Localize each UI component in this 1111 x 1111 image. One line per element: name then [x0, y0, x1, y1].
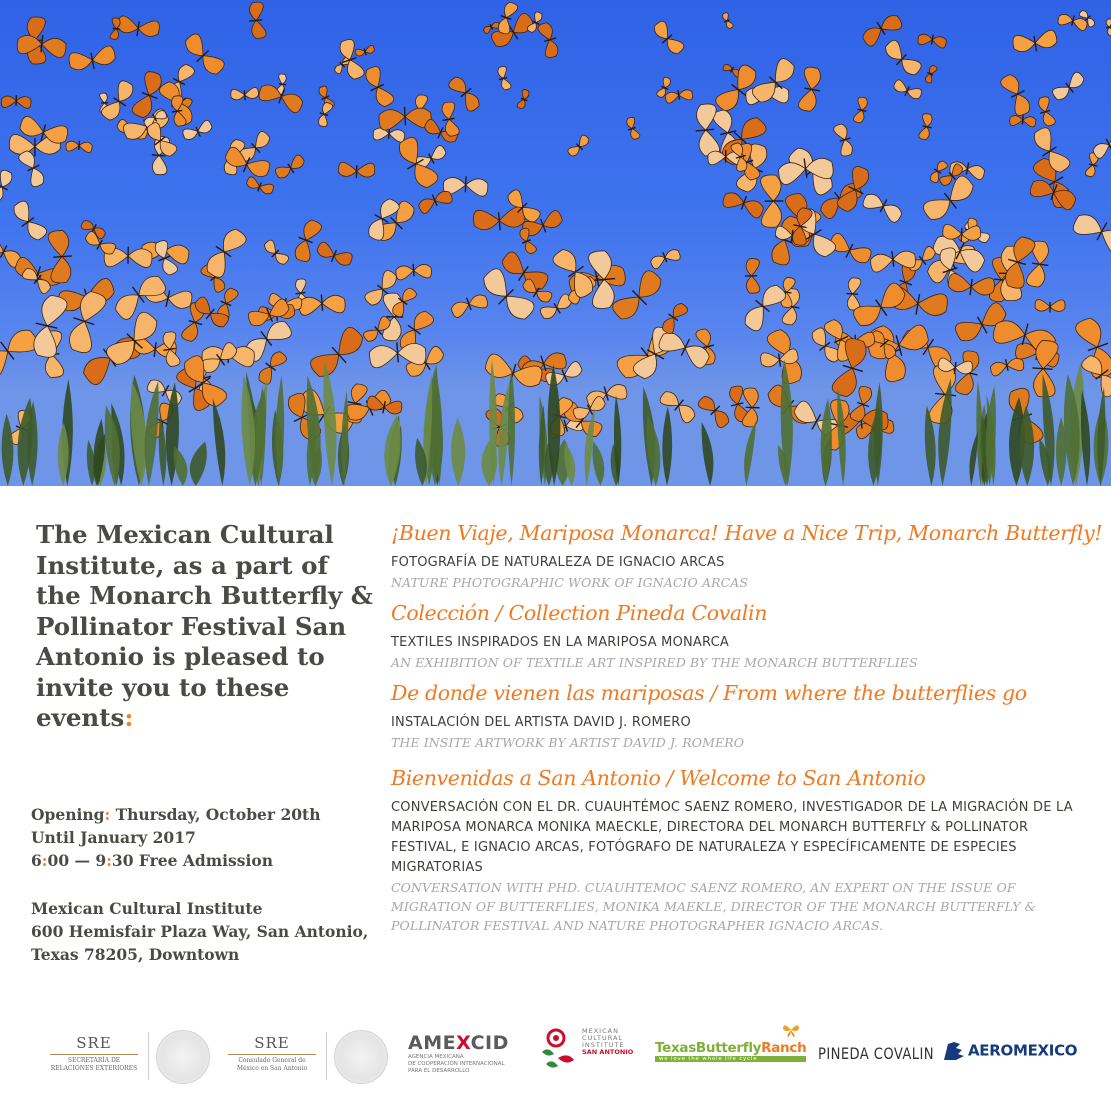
event-item: [391, 764, 1091, 935]
foliage-blade: [159, 416, 167, 486]
event-subtitle-en: CONVERSATION WITH PHD. CUAUHTEMOC SAENZ ROMERO, AN EXPERT ON THE ISSUE OF MIGRATION OF BUTTERFLIES, MONIKA MAEKLE, DIRECTOR OF THE MONARCH BUTTERFLY & POLLINATOR FESTIVAL AND NATURE PHOTOGRAPHER IGNACIO ARCAS.: [391, 880, 1036, 933]
opening-line: [31, 803, 376, 826]
foliage-blade: [969, 431, 978, 486]
butterfly: [274, 154, 307, 182]
mci-wordmark: [582, 1028, 633, 1056]
event-subtitle-es: TEXTILES INSPIRADOS EN LA MARIPOSA MONARCA: [391, 635, 729, 650]
butterfly: [649, 247, 682, 270]
butterfly: [658, 388, 698, 425]
event-title: Colección / Collection Pineda Covalin: [391, 601, 768, 625]
time-start-hour: 6: [31, 851, 42, 870]
butterfly: [17, 149, 47, 189]
monarch-butterflies-illustration: [0, 0, 1111, 486]
butterfly: [315, 241, 354, 269]
opening-date: Thursday, October 20th: [110, 805, 321, 824]
sre-logo-text: SRE: [76, 1034, 112, 1052]
consulate-logo-line2: México en San Antonio: [236, 1064, 308, 1072]
butterfly: [721, 12, 734, 29]
butterfly: [881, 38, 923, 79]
foliage-blade: [744, 421, 756, 486]
butterfly: [395, 263, 431, 281]
invitation-heading: [36, 520, 376, 734]
invitation-colon: :: [124, 703, 134, 732]
mci-line2: CULTURAL: [582, 1034, 624, 1042]
butterfly: [316, 101, 333, 127]
butterfly: [1035, 299, 1065, 312]
butterfly: [1009, 114, 1036, 127]
tbr-tagline: we love the whole life cycle: [655, 1056, 806, 1062]
tbr-part-a: TexasButterfly: [655, 1040, 762, 1056]
consulate-logo-line1: Consulado General de: [238, 1057, 306, 1064]
tbr-wordmark: [655, 1040, 806, 1056]
mexico-seal-icon: [334, 1030, 388, 1084]
opening-label: Opening: [31, 805, 105, 824]
butterfly: [104, 309, 163, 370]
butterfly: [659, 301, 689, 336]
foliage-blade: [174, 446, 188, 486]
sre-logo: [50, 1034, 138, 1072]
sre-logo-line2: RELACIONES EXTERIORES: [50, 1064, 138, 1072]
butterfly: [924, 64, 938, 83]
event-title: De donde vienen las mariposas / From where the butterflies go: [391, 681, 1027, 705]
mexican-cultural-institute-logo: [538, 1028, 578, 1076]
mci-emblem-icon: [538, 1028, 578, 1072]
event-item: [391, 519, 1103, 592]
spacer: [31, 872, 376, 897]
aeromexico-wordmark: AEROMEXICO: [968, 1041, 1078, 1060]
foliage-blade: [323, 361, 336, 486]
butterfly: [537, 21, 561, 59]
butterfly: [947, 273, 995, 298]
butterfly: [742, 388, 760, 427]
butterfly: [29, 293, 69, 359]
butterfly: [496, 66, 512, 91]
butterfly: [833, 123, 856, 158]
butterfly: [1071, 209, 1111, 257]
butterfly: [473, 206, 526, 232]
amexcid-logo: [408, 1032, 509, 1075]
foliage-blade: [702, 422, 714, 486]
butterfly: [999, 72, 1034, 118]
butterfly: [9, 199, 48, 244]
mci-line4: SAN ANTONIO: [582, 1048, 634, 1056]
foliage-blade: [592, 441, 604, 486]
foliage-blade: [662, 406, 672, 486]
amexcid-line3: PARA EL DESARROLLO: [408, 1068, 470, 1074]
butterfly: [650, 19, 685, 57]
butterfly: [298, 293, 345, 316]
butterfly: [48, 230, 74, 284]
butterfly: [0, 169, 15, 205]
butterfly: [66, 140, 93, 153]
foliage-blade: [451, 418, 465, 486]
foliage-blade: [821, 399, 832, 486]
butterfly: [449, 291, 489, 318]
butterfly: [1, 95, 31, 109]
butterfly: [355, 45, 375, 58]
invitation-text: The Mexican Cultural Institute, as a part of the Monarch Butterfly & Pollinator Festival San Antonio is pleased to invite you to these events: [36, 520, 373, 732]
aeromexico-knight-icon: [942, 1040, 968, 1062]
event-subtitle-es: CONVERSACIÓN CON EL DR. CUAUHTÉMOC SAENZ ROMERO, INVESTIGADOR DE LA MIGRACIÓN DE LA MARIPOSA MONARCA MONIKA MAECKLE, DIRECTORA DEL MONARCH BUTTERFLY & POLLINATOR FESTIVAL, E IGNACIO ARCAS, FOTÓGRAFO DE NATURALEZA Y ESPECÍFICAMENTE DE ESPECIES MIGRATORIAS: [391, 800, 1073, 875]
butterfly: [846, 278, 861, 311]
butterfly: [1105, 19, 1111, 36]
venue-address-2: Texas 78205, Downtown: [31, 945, 240, 964]
event-title: ¡Buen Viaje, Mariposa Monarca! Have a Nice Trip, Monarch Butterfly!: [391, 521, 1103, 545]
butterfly: [202, 225, 249, 280]
butterfly: [0, 324, 41, 382]
butterfly: [1012, 29, 1058, 54]
until-line: Until January 2017: [31, 828, 196, 847]
butterfly: [665, 88, 694, 104]
butterfly: [516, 89, 530, 110]
consulate-logo: [228, 1034, 316, 1072]
butterfly: [247, 2, 266, 40]
consulate-divider: [228, 1054, 316, 1055]
butterfly: [761, 175, 784, 228]
time-colon-2: :: [106, 851, 112, 870]
tbr-part-b: Ranch: [761, 1040, 807, 1056]
mci-line3: INSTITUTE: [582, 1041, 625, 1049]
event-subtitle-es: FOTOGRAFÍA DE NATURALEZA DE IGNACIO ARCAS: [391, 555, 725, 570]
butterfly: [116, 15, 160, 39]
venue-address-1: 600 Hemisfair Plaza Way, San Antonio,: [31, 922, 369, 941]
texas-butterfly-ranch-logo: [655, 1040, 806, 1062]
amexcid-line2: DE COOPERACIÓN INTERNACIONAL: [408, 1061, 505, 1067]
butterfly: [853, 96, 869, 123]
event-title: Bienvenidas a San Antonio / Welcome to San Antonio: [391, 766, 926, 790]
time-colon-1: :: [41, 851, 48, 870]
hero-photo: [0, 0, 1111, 486]
butterfly: [892, 79, 923, 102]
butterfly: [68, 45, 117, 73]
event-subtitle-en: AN EXHIBITION OF TEXTILE ART INSPIRED BY THE MONARCH BUTTERFLIES: [391, 655, 918, 670]
logo-divider: [148, 1032, 149, 1080]
mexico-seal-icon: [156, 1030, 210, 1084]
sre-divider: [50, 1054, 138, 1055]
logo-divider: [326, 1032, 327, 1080]
consulate-logo-text: SRE: [254, 1034, 290, 1052]
butterfly: [338, 162, 375, 179]
butterfly: [917, 32, 947, 48]
foliage-blade: [145, 381, 159, 486]
butterfly: [861, 190, 904, 224]
opening-colon: :: [104, 805, 111, 824]
butterfly: [291, 218, 323, 263]
venue-name: Mexican Cultural Institute: [31, 899, 263, 918]
butterfly: [417, 188, 454, 215]
sponsor-logos: [40, 1022, 1080, 1092]
amexcid-wordmark: [408, 1032, 509, 1054]
events-list: [391, 519, 1103, 942]
event-subtitle-en: NATURE PHOTOGRAPHIC WORK OF IGNACIO ARCAS: [391, 575, 749, 590]
amexcid-part-a: AME: [408, 1032, 457, 1054]
aeromexico-logo: [942, 1040, 1077, 1062]
event-item: [391, 599, 1091, 672]
butterfly-icon: [782, 1022, 800, 1042]
butterfly: [230, 87, 259, 101]
butterfly: [362, 65, 396, 109]
butterfly: [918, 113, 934, 140]
butterfly: [625, 116, 641, 140]
butterfly: [336, 38, 365, 81]
butterfly: [1036, 96, 1056, 128]
butterfly: [110, 18, 122, 40]
butterfly: [378, 105, 431, 130]
event-item: [391, 679, 1091, 752]
foliage-blade: [213, 399, 226, 486]
butterfly: [364, 196, 401, 243]
amexcid-part-b: CID: [470, 1032, 509, 1054]
sre-logo-line1: SECRETARÍA DE: [67, 1057, 121, 1064]
butterfly: [721, 189, 765, 219]
time-range: 00 — 9: [47, 851, 107, 870]
amexcid-part-x: X: [456, 1032, 471, 1054]
event-subtitle-es: INSTALACIÓN DEL ARTISTA DAVID J. ROMERO: [391, 715, 691, 730]
butterfly: [798, 66, 824, 112]
butterfly: [1051, 70, 1087, 103]
event-details: [31, 803, 376, 966]
butterfly: [585, 381, 629, 409]
amexcid-line1: AGENCIA MEXICANA: [408, 1054, 464, 1060]
foliage-blade: [2, 414, 14, 486]
mci-line1: MEXICAN: [582, 1027, 619, 1035]
time-line: [31, 849, 376, 872]
foliage-blade: [1081, 390, 1090, 486]
butterfly: [567, 134, 592, 159]
foliage-blade: [384, 415, 400, 486]
time-admission: 30 Free Admission: [111, 851, 274, 870]
butterfly: [262, 239, 290, 267]
butterfly: [245, 176, 274, 197]
event-subtitle-en: THE INSITE ARTWORK BY ARTIST DAVID J. ROMERO: [391, 735, 745, 750]
butterfly: [744, 258, 759, 293]
butterfly: [307, 324, 368, 382]
foliage-blade: [190, 441, 207, 486]
butterfly: [693, 103, 720, 157]
butterfly: [369, 340, 427, 368]
pineda-covalin-logo: PINEDA COVALIN: [818, 1044, 935, 1063]
